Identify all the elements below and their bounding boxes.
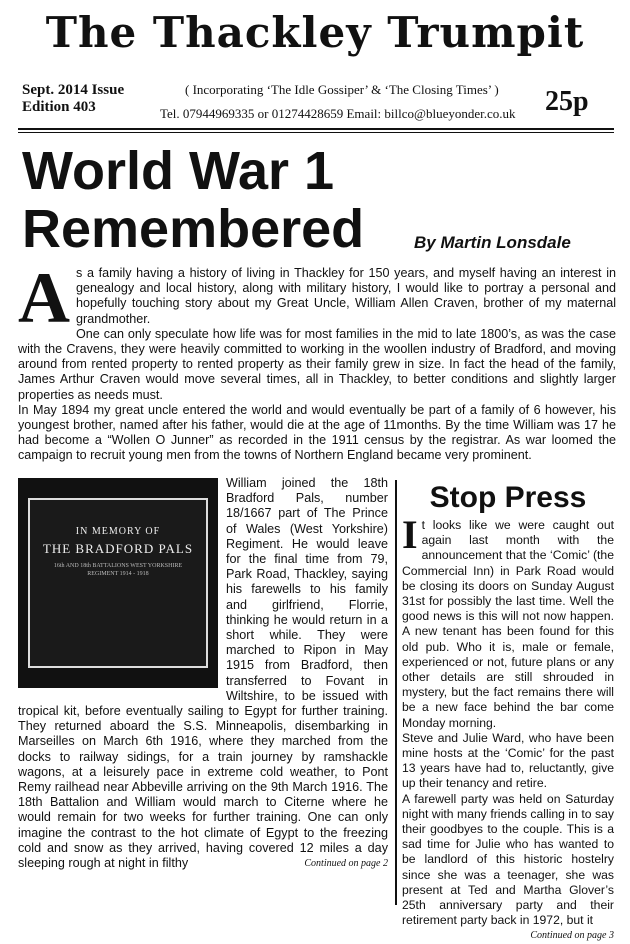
stop-press-text-3: A farewell party was held on Saturday night with many friends calling in to say their goodbyes to the couple. This is a sad time for Julie who has wanted to be landlord of this historic hostelry since she was a teenager, she was present at Ted and Martha Glover’s 25th anniversary party and their retirement party back in 1972, but it — [402, 791, 614, 928]
stop-press-body — [402, 512, 614, 942]
contact-line: Tel. 07944969335 or 01274428659 Email: billco@blueyonder.co.uk — [160, 106, 516, 121]
headline-line-2: Remembered — [22, 199, 365, 259]
stop-press-paragraph-2: Steve and Julie Ward, who have been mine hosts at the ‘Comic’ for the past 13 years have had to, reluctantly, give up their tenancy and retire. — [402, 730, 614, 791]
incorporating-note: ( Incorporating ‘The Idle Gossiper’ & ‘The Closing Times’ ) — [185, 82, 499, 97]
article-lead-column — [18, 476, 388, 871]
plaque-line-3: 16th AND 18th BATTALIONS WEST YORKSHIRE REGIMENT 1914 - 1918 — [53, 563, 183, 578]
intro-paragraph-2: One can only speculate how life was for most families in the mid to late 1800’s, as was the case with the Cravens, they were heavily committed to working in the woollen industry of Bradford, and moving around from rented property to rented property as their family grew in size. In fact the head of the family, James Arthur Craven would move several times, all in Thackley, to better conditions and slightly larger properties as needs must. — [18, 326, 616, 402]
article-intro — [18, 258, 616, 464]
headline-line-1: World War 1 — [22, 141, 335, 201]
header-rule-thin — [18, 132, 614, 133]
memorial-plaque-photo — [18, 478, 218, 688]
header-rule — [18, 128, 614, 130]
column-divider — [395, 480, 397, 905]
plaque-line-1: IN MEMORY OF — [75, 526, 161, 537]
lead-text: William joined the 18th Bradford Pals, number 18/1667 part of The Prince of Wales (West Yorkshire) Regiment. He would leave for the final time from 79, Park Road, Thackley, saying his farewells to his family and girlfriend, Florrie, thinking he would return in a short while. They were marched to Ripon in May 1915 from Bradford, then transferred to Fovant in Wiltshire, to be issued with tropical kit, before eventually sailing to Egypt for further training. They returned aboard the S.S. Minneapolis, disembarking in Marseilles on March 6th 1916, where they marched from the docks to railway sidings, for a train journey by ramshackle wagons, at a leisurely pace in extreme cold weather, to Pont Remy railhead near Abbeville arriving on the 9th March 1916. The 18th Battalion and William would march to Citerne where he would remain for two weeks for further training. One can only imagine the contrast to the hot climate of Egypt to the freezing cold and snow as they arrived, having covered 12 miles a day sleeping rough at night in filthy — [18, 476, 388, 871]
issue-date: Sept. 2014 Issue — [22, 82, 125, 98]
edition-number: Edition 403 — [22, 99, 96, 115]
masthead-title: The Thackley Trumpit — [45, 8, 585, 57]
price: 25p — [545, 86, 589, 117]
stop-press-box — [402, 480, 614, 944]
stop-press-drop-cap: I — [402, 512, 418, 557]
stop-press-heading: Stop Press — [429, 481, 587, 514]
intro-paragraph-1: s a family having a history of living in Thackley for 150 years, and myself having an interest in genealogy and local history, along with military history, I would like to portray a personal and hopefully touching story about my Great Uncle, William Allen Craven, brother of my maternal grandmother. — [76, 266, 616, 326]
intro-paragraph-3: In May 1894 my great uncle entered the world and would eventually be part of a family of 6 however, his youngest brother, named after his father, would die at the age of 11months. By the time William was 17 he had become a “Wollen O Junner” as recorded in the 1911 census by the registrar. As war loomed the campaign to recruit young men from the towns of Northern England became very prominent. — [18, 402, 616, 463]
byline: By Martin Lonsdale — [414, 233, 571, 252]
stop-press-paragraph-3 — [402, 791, 614, 942]
continued-page-2: Continued on page 2 — [304, 858, 388, 870]
continued-page-3: Continued on page 3 — [530, 930, 614, 942]
issue-info — [22, 82, 124, 116]
stop-press-paragraph-1: t looks like we were caught out again last month with the announcement that the ‘Comic’ (the Commercial Inn) in Park Road would be closing its doors on Sunday August 31st for possibly the last time. Well the good news is this will not now happen. A new tenant has been found for this old pub. Who it is, male or female, experienced or not, future plans or any other details are still shrouded in mystery, but the fact remains there will be a new face behind the bar come Monday morning. — [402, 518, 614, 730]
plaque-line-2: THE BRADFORD PALS — [42, 541, 194, 557]
plaque — [28, 498, 208, 668]
drop-cap: A — [18, 258, 70, 338]
